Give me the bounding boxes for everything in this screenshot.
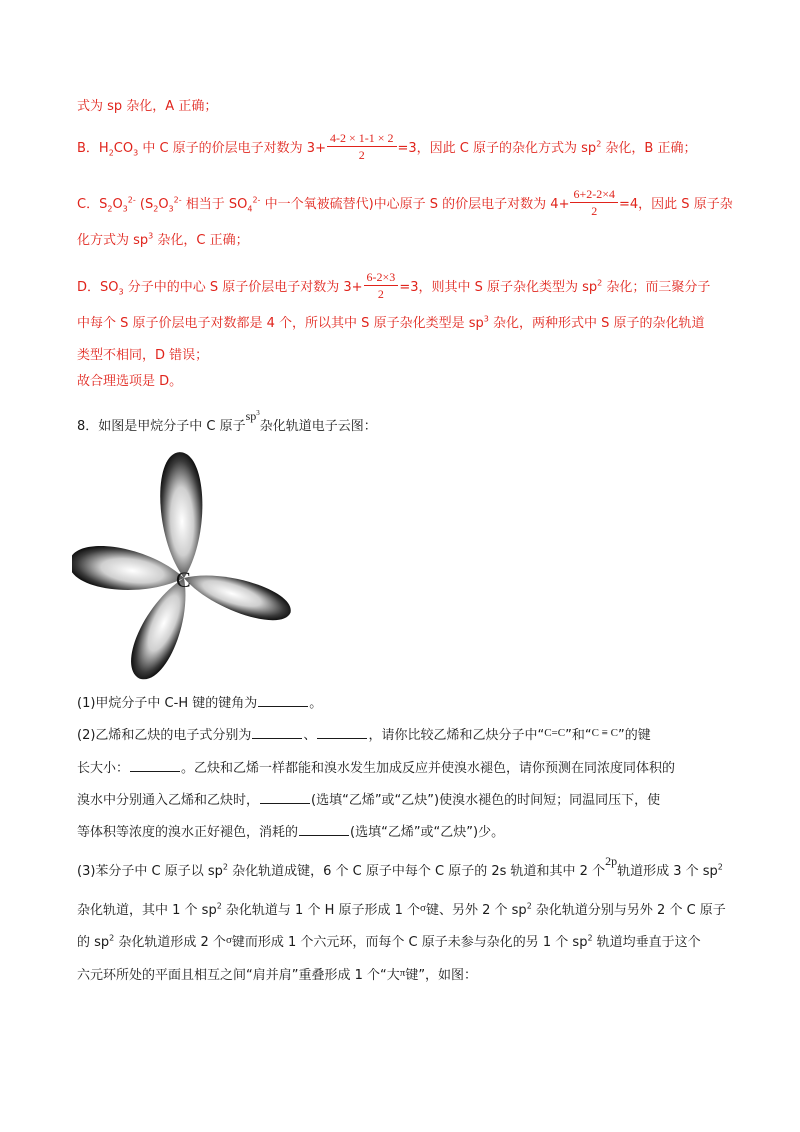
sp3-orbital-diagram [72,450,302,680]
question-8-part-2-line-2: 长大小： 。乙炔和乙烯一样都能和溴水发生加成反应并使溴水褪色，请你预测在同浓度同体积的 [77,761,676,776]
answer-blank[interactable] [299,823,349,836]
question-8-part-2: (2)乙烯和乙炔的电子式分别为 、 ，请你比较乙烯和乙炔分子中“$^{C=C}$”和“$^{C \equiv C}$”的键 [77,727,651,743]
answer-b-line: B．$H_2CO_3$ 中 C 原子的价层电子对数为 3+ $\frac{4-2 \times 1-1 \times 2}{2}$ =3，因此 C 原子的杂化方式为 $sp^2$ 杂化，B 正确； [77,131,697,162]
orbital-lobe-top [159,451,205,578]
answer-conclusion: 故合理选项是 D。 [77,374,183,389]
answer-blank[interactable] [130,759,180,772]
question-8-part-1: (1)甲烷分子中 C-H 键的键角为 。 [77,696,323,711]
question-8-part-2-line-4: 等体积等浓度的溴水正好褪色，消耗的 (选填“乙烯”或“乙炔”)少。 [77,825,505,840]
answer-a-line: 式为 sp 杂化，A 正确； [77,99,218,114]
answer-blank[interactable] [252,726,302,739]
answer-blank[interactable] [258,694,308,707]
fraction-b: $\frac{4-2 \times 1-1 \times 2}{2}$ [327,130,397,163]
orbital-lobe-right [179,562,296,628]
sp3-label: $sp^3$ [245,409,260,423]
question-8-part-3: (3)苯分子中 C 原子以 $sp^2$ 杂化轨道成键，6 个 C 原子中每个 C 原子的 2s 轨道和其中 2 个2p轨道形成 3 个 $sp^2$ [77,854,723,879]
question-8-intro: 8．如图是甲烷分子中 C 原子$sp^3$杂化轨道电子云图： [77,409,377,434]
answer-d-line-3: 类型不相同，D 错误； [77,348,209,363]
answer-blank[interactable] [260,791,310,804]
fraction-d: $\frac{6-2\times 3}{2}$ [364,269,399,302]
answer-d-line: D．$SO_3$ 分子中的中心 S 原子价层电子对数为 3+ $\frac{6-2\times 3}{2}$ =3，则其中 S 原子杂化类型为 $sp^2$ 杂化；而三聚分子 [77,270,711,301]
answer-c-line-2: 化方式为 $sp^3$ 杂化，C 正确； [77,231,249,248]
answer-c-line: C．$S_2O_3^{2-}$ ($S_2O_3^{2-}$ 相当于 $SO_4^{2-}$ 中一个氧被硫替代)中心原子 S 的价层电子对数为 4+ $\frac{6+2-2\times 4}{2}$ =4，因此 S 原子杂 [77,187,733,218]
fraction-c: $\frac{6+2-2\times 4}{2}$ [570,186,618,219]
answer-blank[interactable] [317,726,367,739]
answer-d-line-2: 中每个 S 原子价层电子对数都是 4 个，所以其中 S 原子杂化类型是 $sp^3$ 杂化，两种形式中 S 原子的杂化轨道 [77,314,705,331]
question-8-part-3-line-3: 的 $sp^2$ 杂化轨道形成 2 个$^\sigma$键而形成 1 个六元环，而每个 C 原子未参与杂化的另 1 个 $sp^2$ 轨道均垂直于这个 [77,933,701,950]
question-8-part-3-line-4: 六元环所处的平面且相互之间“肩并肩”重叠形成 1 个“大$^\pi$键”，如图： [77,967,478,983]
question-8-part-3-line-2: 杂化轨道，其中 1 个 $sp^2$ 杂化轨道与 1 个 H 原子形成 1 个$^\sigma$键、另外 2 个 $sp^2$ 杂化轨道分别与另外 2 个 C 原子 [77,901,726,918]
question-8-part-2-line-3: 溴水中分别通入乙烯和乙炔时， (选填“乙烯”或“乙炔”)使溴水褪色的时间短；同温同压下，使 [77,793,661,808]
carbon-atom-label: C [176,567,191,592]
